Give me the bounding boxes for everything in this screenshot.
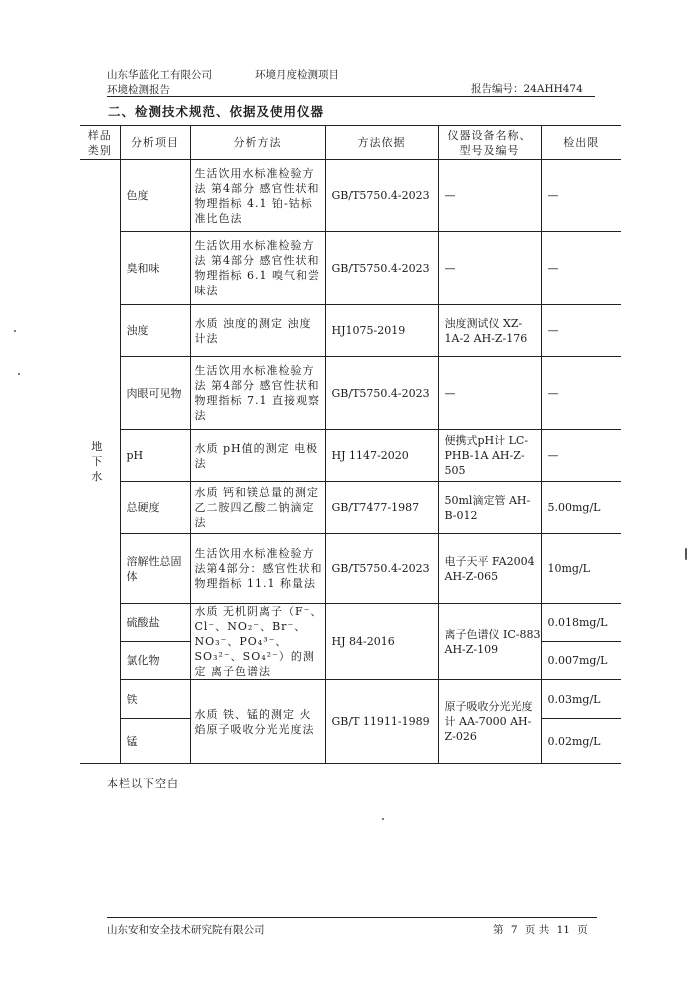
row-item: 色度 [120,160,190,232]
row-item: 浊度 [120,305,190,357]
row-basis: GB/T5750.4-2023 [325,160,438,232]
row-item: 锰 [120,719,190,764]
table-header-row [80,126,621,160]
methods-table [80,125,621,764]
header-divider [107,96,595,97]
row-limit: 0.02mg/L [541,719,621,764]
scan-speck [685,548,687,560]
row-item: 总硬度 [120,482,190,534]
table-row [80,534,621,604]
section-title: 二、检测技术规范、依据及使用仪器 [108,104,325,119]
metal-instrument: 原子吸收分光光度计 AA-7000 AH-Z-026 [438,680,541,764]
table-row [80,160,621,232]
header-limit: 检出限 [541,126,621,160]
row-limit: — [541,232,621,305]
row-instrument: — [438,357,541,430]
row-basis: GB/T5750.4-2023 [325,357,438,430]
metal-basis: GB/T 11911-1989 [325,680,438,764]
blank-below-note: 本栏以下空白 [107,777,179,790]
row-limit: — [541,160,621,232]
sample-category: 地下水 [80,160,120,764]
table-row [80,305,621,357]
row-item: 臭和味 [120,232,190,305]
scan-speck [14,330,16,332]
page-total: 11 [556,924,570,936]
row-basis: GB/T5750.4-2023 [325,534,438,604]
header-document-type: 环境检测报告 [107,84,170,96]
header-instrument: 仪器设备名称、型号及编号 [438,126,541,160]
page-indicator [493,922,588,937]
row-method: 生活饮用水标准检验方法 第4部分 感官性状和物理指标 7.1 直接观察法 [190,357,325,430]
row-basis: HJ 1147-2020 [325,430,438,482]
row-method: 水质 pH值的测定 电极法 [190,430,325,482]
row-item: 肉眼可见物 [120,357,190,430]
row-limit: 0.007mg/L [541,642,621,680]
row-basis: GB/T7477-1987 [325,482,438,534]
scan-speck [382,818,384,820]
table-row [80,430,621,482]
row-method: 水质 钙和镁总量的测定 乙二胺四乙酸二钠滴定法 [190,482,325,534]
row-item: 硫酸盐 [120,604,190,642]
row-limit: — [541,357,621,430]
table-row [80,232,621,305]
table-row [80,604,621,642]
ion-method: 水质 无机阴离子（F⁻、Cl⁻、NO₂⁻、Br⁻、NO₃⁻、PO₄³⁻、SO₃²⁻、SO₄²⁻）的测定 离子色谱法 [190,604,325,680]
row-limit: — [541,305,621,357]
row-instrument: 便携式pH计 LC-PHB-1A AH-Z-505 [438,430,541,482]
footer-divider [107,917,597,918]
row-instrument: 电子天平 FA2004 AH-Z-065 [438,534,541,604]
metal-method: 水质 铁、锰的测定 火焰原子吸收分光光度法 [190,680,325,764]
row-basis: GB/T5750.4-2023 [325,232,438,305]
table-row [80,680,621,719]
header-company: 山东华蓝化工有限公司 [107,69,212,81]
header-item: 分析项目 [120,126,190,160]
row-limit: 0.03mg/L [541,680,621,719]
row-method: 生活饮用水标准检验方法第4部分：感官性状和物理指标 11.1 称量法 [190,534,325,604]
ion-basis: HJ 84-2016 [325,604,438,680]
report-number: 报告编号：24AHH474 [471,83,583,95]
row-instrument: — [438,232,541,305]
row-item: 溶解性总固体 [120,534,190,604]
page-suffix: 页 [577,924,588,936]
row-item: 铁 [120,680,190,719]
table-row [80,357,621,430]
row-limit: 0.018mg/L [541,604,621,642]
row-limit: — [541,430,621,482]
table-row [80,482,621,534]
row-limit: 10mg/L [541,534,621,604]
page-middle: 页 共 [524,924,550,936]
row-instrument: 50ml滴定管 AH-B-012 [438,482,541,534]
row-item: pH [120,430,190,482]
scan-speck [18,373,20,375]
row-item: 氯化物 [120,642,190,680]
row-method: 生活饮用水标准检验方法 第4部分 感官性状和物理指标 4.1 铂-钴标准比色法 [190,160,325,232]
header-basis: 方法依据 [325,126,438,160]
row-method: 水质 浊度的测定 浊度计法 [190,305,325,357]
row-instrument: 浊度测试仪 XZ-1A-2 AH-Z-176 [438,305,541,357]
page-prefix: 第 [493,924,504,936]
page-current: 7 [510,924,518,936]
row-limit: 5.00mg/L [541,482,621,534]
ion-instrument: 离子色谱仪 IC-883 AH-Z-109 [438,604,541,680]
row-instrument: — [438,160,541,232]
row-basis: HJ1075-2019 [325,305,438,357]
header-category: 样品类别 [80,126,120,160]
row-method: 生活饮用水标准检验方法 第4部分 感官性状和物理指标 6.1 嗅气和尝味法 [190,232,325,305]
footer-institute: 山东安和安全技术研究院有限公司 [107,924,265,936]
header-method: 分析方法 [190,126,325,160]
header-project: 环境月度检测项目 [255,69,339,81]
